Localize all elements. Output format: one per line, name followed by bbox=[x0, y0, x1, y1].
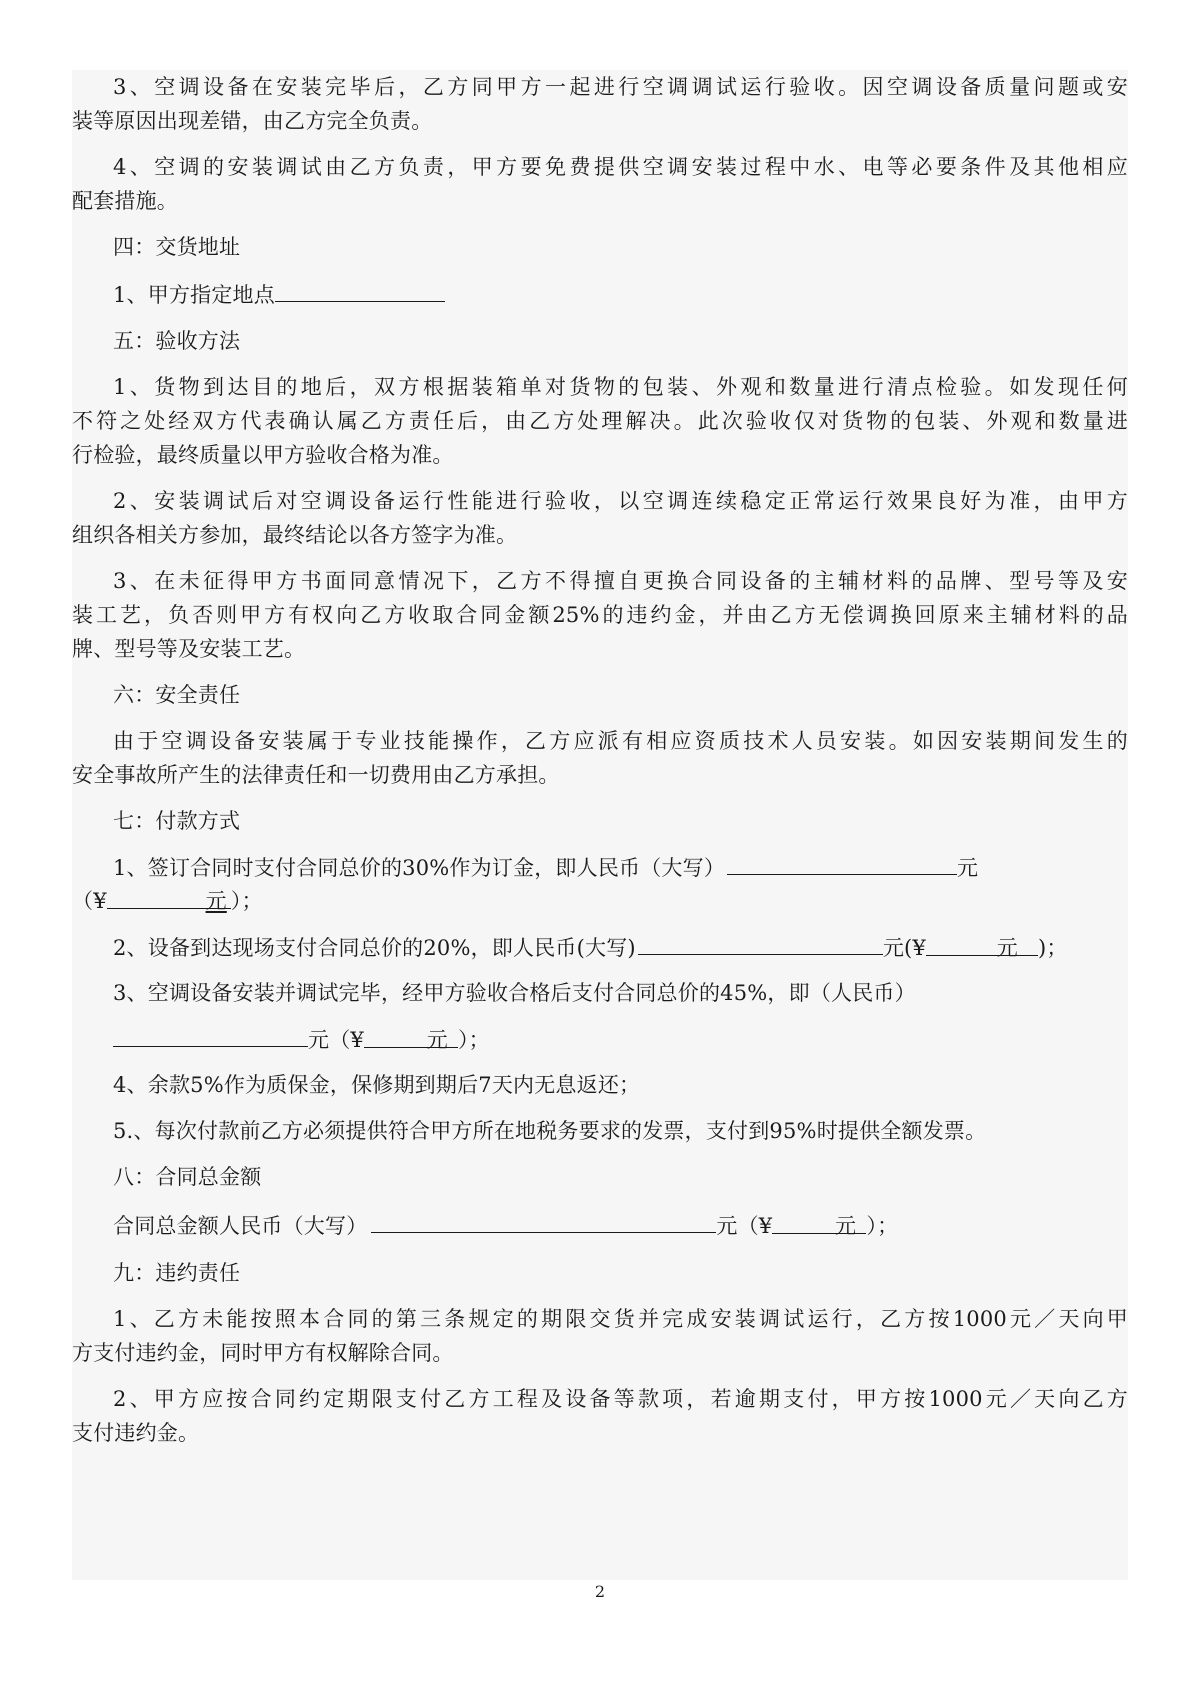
paragraph-line: 行检验，最终质量以甲方验收合格为准。 bbox=[72, 443, 454, 467]
yuan-unit: 元 bbox=[835, 1214, 857, 1238]
payment-item-1-amount bbox=[72, 886, 263, 916]
paragraph-line: 3、空调设备在安装完毕后，乙方同甲方一起进行空调调试运行验收。因空调设备质量问题或安 bbox=[113, 75, 1128, 99]
paragraph-line: 2、甲方应按合同约定期限支付乙方工程及设备等款项，若逾期支付，甲方按1000元／天向乙方 bbox=[113, 1387, 1128, 1411]
paragraph-line: 2、安装调试后对空调设备运行性能进行验收，以空调连续稳定正常运行效果良好为准，由甲方 bbox=[113, 489, 1128, 513]
section-heading: 五：验收方法 bbox=[113, 329, 241, 353]
paragraph-line: 配套措施。 bbox=[72, 189, 178, 213]
close-paren: ）； bbox=[230, 889, 263, 913]
paragraph-line: 牌、型号等及安装工艺。 bbox=[72, 637, 306, 661]
paragraph-line: 支付违约金。 bbox=[72, 1421, 200, 1445]
paragraph-line: 3、在未征得甲方书面同意情况下，乙方不得擅自更换合同设备的主辅材料的品牌、型号等及安 bbox=[113, 569, 1128, 593]
payment-item-2-text: 2、设备到达现场支付合同总价的20%，即人民币(大写) bbox=[113, 936, 636, 960]
paragraph-line: 1、乙方未能按照本合同的第三条规定的期限交货并完成安装调试运行，乙方按1000元／天向甲 bbox=[113, 1307, 1128, 1331]
yuan-unit: 元 bbox=[996, 936, 1018, 960]
close-paren: ）； bbox=[866, 1214, 899, 1238]
section-heading: 九：违约责任 bbox=[113, 1261, 241, 1285]
paragraph-line: 4、空调的安装调试由乙方负责，甲方要免费提供空调安装过程中水、电等必要条件及其他相应 bbox=[113, 155, 1128, 179]
amount-figure-blank bbox=[926, 933, 1038, 960]
amount-in-words-blank bbox=[727, 852, 957, 875]
contract-total-line bbox=[113, 1210, 898, 1241]
section-heading: 六：安全责任 bbox=[113, 683, 241, 707]
paragraph-line: 由于空调设备安装属于专业技能操作，乙方应派有相应资质技术人员安装。如因安装期间发生的 bbox=[113, 729, 1128, 753]
payment-item-3-amount bbox=[113, 1024, 490, 1055]
paragraph-line: 安全事故所产生的法律责任和一切费用由乙方承担。 bbox=[72, 763, 560, 787]
paragraph-line: 装等原因出现差错，由乙方完全负责。 bbox=[72, 109, 433, 133]
amount-in-words-blank bbox=[113, 1024, 308, 1047]
yen-open: （¥ bbox=[72, 889, 107, 913]
yuan-unit: 元 bbox=[426, 1028, 448, 1052]
yuan-yen-open: 元(¥ bbox=[882, 936, 926, 960]
yuan-yen-open: 元（¥ bbox=[716, 1214, 773, 1238]
delivery-address-blank bbox=[275, 279, 445, 302]
paragraph-line: 方支付违约金，同时甲方有权解除合同。 bbox=[72, 1341, 454, 1365]
amount-figure-blank bbox=[364, 1025, 458, 1052]
amount-figure-blank bbox=[772, 1211, 866, 1238]
payment-item-1 bbox=[113, 852, 978, 883]
paragraph-line: 4、余款5%作为质保金，保修期到期后7天内无息返还； bbox=[113, 1073, 641, 1097]
paragraph-line: 1、货物到达目的地后，双方根据装箱单对货物的包装、外观和数量进行清点检验。如发现任何 bbox=[113, 375, 1128, 399]
paragraph-line: 组织各相关方参加，最终结论以各方签字为准。 bbox=[72, 523, 518, 547]
yuan-yen-open: 元（¥ bbox=[308, 1028, 364, 1052]
yuan-unit: 元 bbox=[957, 856, 979, 880]
section-heading: 七：付款方式 bbox=[113, 809, 241, 833]
payment-item-2 bbox=[113, 932, 1068, 963]
paragraph-line: 不符之处经双方代表确认属乙方责任后，由乙方处理解决。此次验收仅对货物的包装、外观和数量进 bbox=[72, 409, 1128, 433]
section-heading: 八：合同总金额 bbox=[113, 1165, 262, 1189]
paragraph-line: 5.、每次付款前乙方必须提供符合甲方所在地税务要求的发票，支付到95%时提供全额发票。 bbox=[113, 1119, 987, 1143]
delivery-address-label: 1、甲方指定地点 bbox=[113, 283, 275, 307]
amount-in-words-blank bbox=[638, 932, 883, 955]
yuan-unit: 元 bbox=[205, 889, 227, 913]
page-number: 2 bbox=[594, 1582, 606, 1601]
amount-in-words-blank bbox=[371, 1210, 716, 1233]
paragraph-line: 装工艺，负否则甲方有权向乙方收取合同金额25%的违约金，并由乙方无偿调换回原来主辅材料的品 bbox=[72, 603, 1128, 627]
amount-figure-blank bbox=[107, 886, 231, 913]
section-heading: 四：交货地址 bbox=[113, 235, 241, 259]
contract-total-label: 合同总金额人民币（大写） bbox=[113, 1214, 368, 1238]
close-paren: ）； bbox=[457, 1028, 490, 1052]
payment-item-1-text: 1、签订合同时支付合同总价的30%作为订金，即人民币（大写） bbox=[113, 856, 726, 880]
close-paren: )； bbox=[1037, 936, 1068, 960]
delivery-address-line bbox=[113, 279, 445, 310]
paragraph-line: 3、空调设备安装并调试完毕，经甲方验收合格后支付合同总价的45%，即（人民币） bbox=[113, 981, 916, 1005]
